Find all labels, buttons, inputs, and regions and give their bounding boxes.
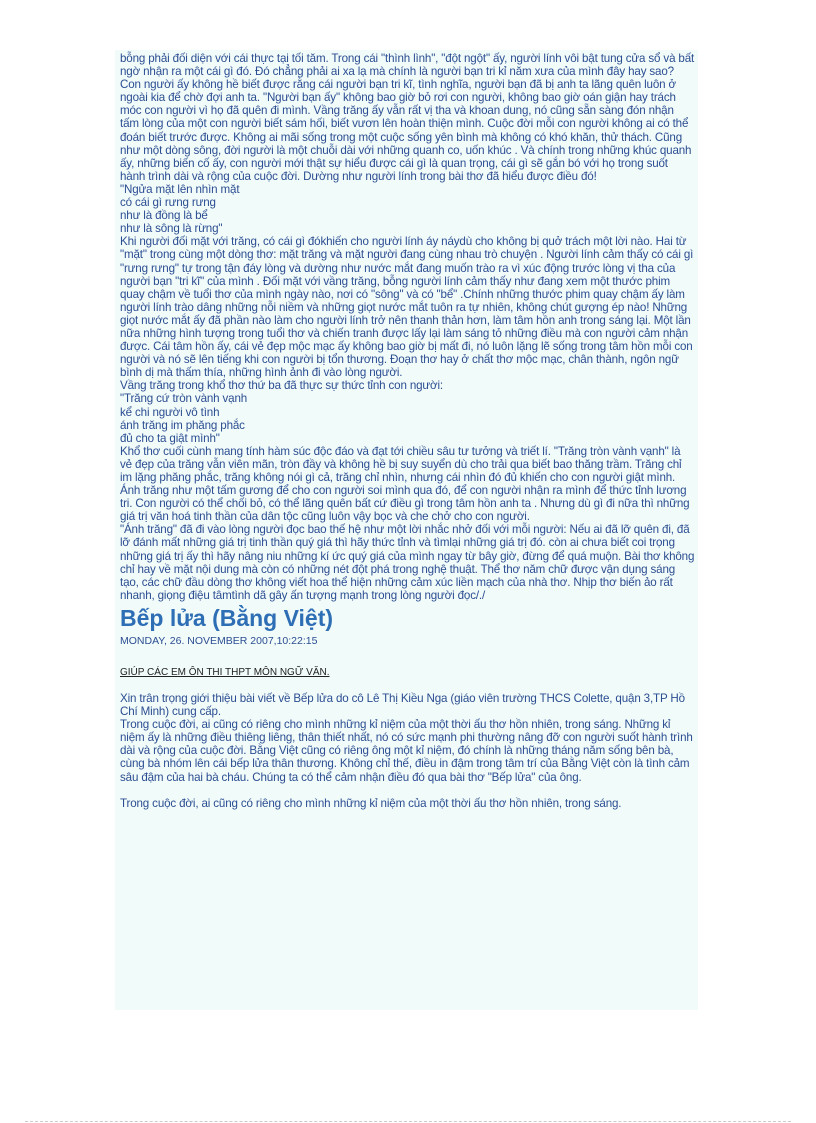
article-title[interactable]: Bếp lửa (Bằng Việt) — [120, 604, 334, 631]
spacer — [120, 679, 695, 692]
paragraph-vang-trang-intro: bỗng phải đối diện với cái thực tại tối tăm. Trong cái "thình lình", "đột ngột" ấy, người lính vôi bật tung cửa sổ và bất ngờ nhận ra một cái gì đó. Đó chẳng phải ai xa lạ mà chính là người bạn tri kỉ năm xưa của mình đây hay sao? Con người ấy không hề biết được rằng cái người bạn tri kĩ, tình nghĩa, người bạn đã bị anh ta lãng quên luôn ở ngoài kia để chờ đợi anh ta. "Người bạn ấy" không bao giờ bỏ rơi con người, không bao giờ oán giận hay trách móc con người vì họ đã quên đi mình. Vầng trăng ấy vẫn rất vị tha và khoan dung, nó cũng sẵn sàng đón nhận tấm lòng của một con người biết sám hối, biết vươn lên hoàn thiện mình. Cuộc đời mỗi con người không ai có thể đoán biết trước được. Không ai mãi sống trong một cuộc sống yên bình mà không có khó khăn, thử thách. Cũng như một dòng sông, đời người là một chuỗi dài với những quanh co, uốn khúc . Và chính trong những khúc quanh ấy, những biến cố ấy, con người mới thật sự hiểu được cái gì là quan trọng, cái gì sẽ gắn bó với họ trong suốt hành trình dài và rộng của cuộc đời. Dường như người lính trong bài thơ đã hiểu được điều đó! — [120, 52, 695, 183]
study-note: GIÚP CÁC EM ÔN THI THPT MÔN NGỮ VĂN. — [120, 666, 330, 678]
spacer — [120, 784, 695, 797]
paragraph-stanza-intro: Vầng trăng trong khổ thơ thứ ba đã thực sự thức tỉnh con người: — [120, 379, 443, 393]
poem-line: như là sông là rừng" — [120, 222, 223, 236]
article-content — [120, 52, 695, 810]
poem-line: ánh trăng im phăng phắc — [120, 418, 245, 432]
article-body: Trong cuộc đời, ai cũng có riêng cho mình những kỉ niệm của một thời ấu thơ hồn nhiên, trong sáng. Những kỉ niệm ấy là những điều thiêng liêng, thân thiết nhất, nó có sức mạnh phi thường nâng đỡ con người suốt hành trình dài và rộng của cuộc đời. Bằng Việt cũng có riêng ông một kỉ niệm, đó chính là những tháng năm sống bên bà, cùng bà nhóm lên cái bếp lửa thân thương. Không chỉ thế, điều in đậm trong tâm trí của Bằng Việt còn là tình cảm sâu đậm của hai bà cháu. Chúng ta có thể cảm nhận điều đó qua bài thơ "Bếp lửa" của ông. — [120, 718, 693, 784]
poem-line: "Ngửa mặt lên nhìn mặt — [120, 182, 240, 196]
poem-line: "Trăng cứ tròn vành vạnh — [120, 392, 248, 406]
article-body-repeat: Trong cuộc đời, ai cũng có riêng cho mình những kỉ niệm của một thời ấu thơ hồn nhiên, trong sáng. — [120, 796, 622, 810]
poem-line: đủ cho ta giật mình" — [120, 431, 220, 445]
paragraph-final-stanza: Khổ thơ cuối cùnh mang tính hàm súc độc đáo và đạt tới chiều sâu tư tưởng và triết lí. "Trăng tròn vành vạnh" là vẻ đẹp của trăng vẫn viên mãn, tròn đầy và không hề bị suy suyển dù cho trải qua biết bao thăng trầm. Trăng chỉ im lặng phăng phắc, trăng không nói gì cả, trăng chỉ nhìn, nhưng cái nhìn đó đủ khiến cho con người giật mình. Ánh trăng như một tấm gương để cho con người soi mình qua đó, để con người nhận ra mình để thức tỉnh lương tri. Con người có thể chối bỏ, có thể lãng quên bất cứ điều gì trong tâm hồn anh ta . Nhưng dù gì đi nữa thì những giá trị văn hoá tinh thần của dân tộc cũng luôn vậy bọc và che chở cho con người. — [120, 444, 690, 524]
poem-line: kể chi người vô tình — [120, 405, 220, 419]
poem-line: có cái gì rưng rưng — [120, 196, 216, 210]
paragraph-conclusion: "Ánh trăng" đã đi vào lòng người đọc bao thế hệ như một lời nhắc nhở đối với mỗi người: Nếu ai đã lỡ quên đi, đã lỡ đánh mất những giá trị tinh thần quý giá thì hãy thức tỉnh và tìmlại những giá trị đó. còn ai chưa biết coi trọng những giá trị ấy thì hãy nâng niu những kí ức quý giá của mình ngay từ bây giờ, đừng để quá muộn. Bài thơ không chỉ hay về mặt nội dung mà còn có những nét đột phá trong nghệ thuật. Thể thơ năm chữ được vận dụng sáng tạo, các chữ đầu dòng thơ không viết hoa thể hiện những cảm xúc liền mạch của nhà thơ. Nhịp thơ biến ảo rất nhanh, giọng điệu tâmtình dã gây ấn tượng mạnh trong lòng người đọc/./ — [120, 523, 695, 602]
poem-line: như là đồng là bể — [120, 209, 208, 223]
paragraph-analysis: Khi người đối mặt với trăng, có cái gì đókhiến cho người lính áy náydù cho không bị quở trách một lời nào. Hai từ "mặt" trong cùng một dòng thơ: mặt trăng và mặt người đang cùng nhau trò chuyện . Người lính cảm thấy có cái gì "rưng rưng" tự trong tận đáy lòng và dường như nước mắt đang muốn trào ra vì xúc động trước lòng vị tha của người bạn "tri kĩ" của mình . Đối mặt với vầng trăng, bỗng người lính cảm thấy như đang xem một thước phim quay chậm về tuổi thơ của mình ngày nào, nơi có "sông" và có "bể" .Chính những thước phim quay chậm ấy làm người lính trào dâng những nỗi niềm và những giọt nước mắt tuôn ra tự nhiên, không chút gượng ép nào! Những giọt nước mắt ấy đã phần nào làm cho người lính trở nên thanh thản hơn, làm tâm hồn anh trong sáng lại. Một lần nữa những hình tượng trong tuổi thơ và chiến tranh được lấy lại làm sáng tỏ những điều mà con người cảm nhận được. Cái tâm hồn ấy, cái vẻ đẹp mộc mạc ấy không bao giờ bị mất đi, nó luôn lặng lẽ sống trong tâm hồn mỗi con người và nó sẽ lên tiếng khi con người bị tổn thương. Đoạn thơ hay ở chất thơ mộc mạc, chân thành, ngôn ngữ bình dị mà thấm thía, những hình ảnh đi vào lòng người. — [120, 235, 694, 380]
article-intro: Xin trân trọng giới thiệu bài viết về Bếp lửa do cô Lê Thị Kiều Nga (giáo viên trường THCS Colette, quận 3,TP Hồ Chí Minh) cung cấp. — [120, 691, 685, 719]
article-date: MONDAY, 26. NOVEMBER 2007,10:22:15 — [120, 634, 318, 647]
page-bottom-divider — [25, 1121, 791, 1122]
